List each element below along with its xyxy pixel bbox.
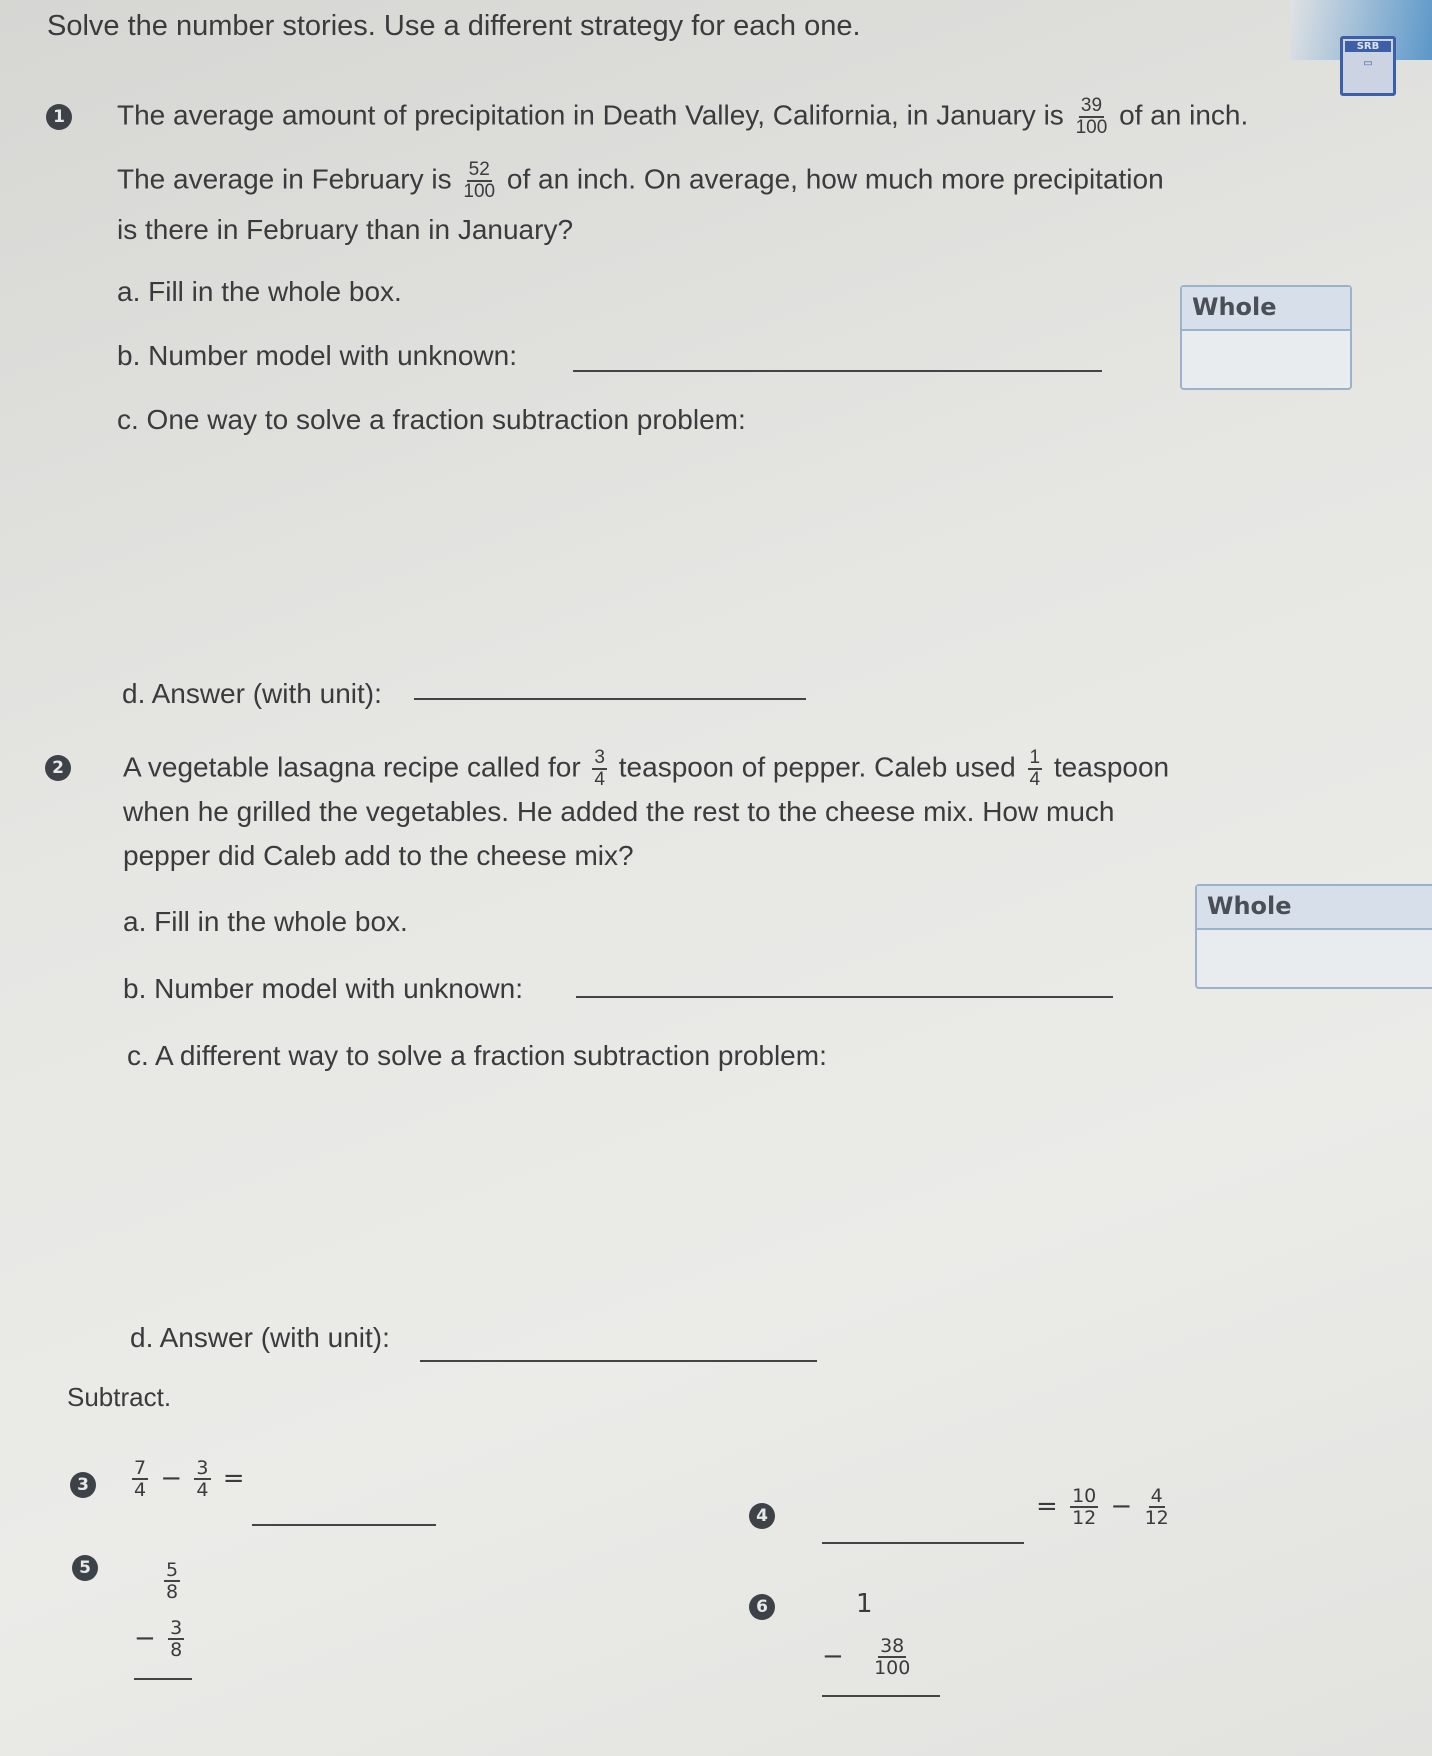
denominator: 12	[1144, 1507, 1169, 1529]
denominator: 12	[1072, 1507, 1097, 1529]
fraction-1-4	[1028, 748, 1043, 790]
problem-2-part-b: b. Number model with unknown:	[123, 973, 523, 1004]
problem-2-line-1	[123, 748, 1169, 790]
problem-1-number: 1	[46, 104, 72, 130]
problem-3-expression	[128, 1458, 245, 1500]
denominator: 100	[1075, 117, 1108, 138]
problem-6-answer-line[interactable]	[822, 1695, 940, 1697]
fraction-a	[1070, 1486, 1098, 1528]
minus-sign: −	[1110, 1491, 1133, 1522]
whole-label: Whole	[1182, 287, 1350, 331]
numerator: 10	[1072, 1485, 1097, 1507]
numerator: 52	[468, 159, 490, 180]
problem-4-answer-line[interactable]	[822, 1542, 1024, 1544]
problem-2-part-d: d. Answer (with unit):	[130, 1322, 390, 1353]
problem-1-line-1	[117, 96, 1248, 138]
problem-4-expression	[1036, 1486, 1173, 1528]
problem-5-number: 5	[72, 1555, 98, 1581]
minus-sign: −	[822, 1641, 844, 1672]
denominator: 4	[1029, 769, 1041, 790]
problem-3-answer-line[interactable]	[252, 1524, 436, 1526]
denominator: 8	[166, 1581, 179, 1603]
text: The average amount of precipitation in Death Valley, California, in January is	[117, 99, 1064, 131]
numerator: 3	[196, 1457, 209, 1479]
problem-2-part-c: c. A different way to solve a fraction subtraction problem:	[127, 1040, 827, 1071]
numerator: 7	[134, 1457, 147, 1479]
problem-4-number: 4	[749, 1503, 775, 1529]
problem-1-whole-box[interactable]	[1180, 285, 1352, 390]
problem-2-number: 2	[45, 755, 71, 781]
text: teaspoon of pepper. Caleb used	[618, 751, 1016, 783]
denominator: 100	[874, 1657, 911, 1679]
problem-2-number-model-line[interactable]	[576, 996, 1113, 998]
equals-sign: =	[1036, 1491, 1058, 1522]
problem-2-answer-line[interactable]	[420, 1360, 817, 1362]
text: A vegetable lasagna recipe called for	[123, 751, 581, 783]
subtract-heading: Subtract.	[67, 1382, 172, 1412]
minus-sign: −	[134, 1623, 156, 1654]
fraction-top	[164, 1560, 180, 1602]
fraction-feb	[463, 160, 495, 202]
fraction-b	[1145, 1486, 1169, 1528]
problem-1-part-c: c. One way to solve a fraction subtraction problem:	[117, 404, 746, 435]
text: teaspoon	[1053, 751, 1170, 783]
instructions: Solve the number stories. Use a different strategy for each one.	[47, 10, 861, 42]
text: The average in February is	[117, 163, 452, 195]
whole-label: Whole	[1197, 886, 1432, 930]
problem-6-number: 6	[749, 1594, 775, 1620]
numerator: 3	[594, 747, 605, 768]
denominator: 4	[594, 769, 605, 790]
denominator: 4	[196, 1479, 209, 1501]
problem-1-line-2	[117, 160, 1164, 202]
problem-1-part-b: b. Number model with unknown:	[117, 340, 517, 371]
problem-6-bottom	[822, 1636, 914, 1678]
srb-label: SRB	[1345, 41, 1391, 52]
problem-2-whole-box[interactable]	[1195, 884, 1432, 989]
fraction-a	[132, 1458, 148, 1500]
problem-1-part-a: a. Fill in the whole box.	[117, 276, 402, 307]
denominator: 100	[463, 181, 496, 202]
problem-3-number: 3	[70, 1472, 96, 1498]
numerator: 39	[1080, 95, 1103, 116]
fraction-jan	[1076, 96, 1108, 138]
problem-5-top	[160, 1560, 184, 1602]
text: of an inch.	[1119, 99, 1249, 131]
fraction-3-4	[592, 748, 607, 790]
problem-1-part-d: d. Answer (with unit):	[122, 678, 382, 709]
denominator: 4	[134, 1479, 147, 1501]
fraction-bottom	[168, 1618, 184, 1660]
numerator: 1	[1029, 747, 1041, 768]
fraction-b	[194, 1458, 210, 1500]
denominator: 8	[170, 1639, 183, 1661]
problem-2-line-2: when he grilled the vegetables. He added the rest to the cheese mix. How much	[123, 796, 1115, 827]
numerator: 5	[166, 1559, 179, 1581]
text: of an inch. On average, how much more precipitation	[506, 163, 1164, 195]
problem-1-number-model-line[interactable]	[573, 370, 1102, 372]
numerator: 3	[170, 1617, 183, 1639]
problem-6-top: 1	[856, 1589, 873, 1619]
problem-5-answer-line[interactable]	[134, 1678, 192, 1680]
problem-2-line-3: pepper did Caleb add to the cheese mix?	[123, 840, 634, 871]
fraction-bottom	[874, 1636, 910, 1678]
equals-sign: =	[222, 1463, 245, 1494]
srb-reference-icon: SRB ▭	[1340, 36, 1396, 96]
problem-1-answer-line[interactable]	[414, 698, 806, 700]
numerator: 38	[880, 1635, 905, 1657]
minus-sign: −	[160, 1463, 183, 1494]
problem-2-part-a: a. Fill in the whole box.	[123, 906, 408, 937]
problem-5-bottom	[134, 1618, 188, 1660]
numerator: 4	[1150, 1485, 1163, 1507]
problem-1-line-3: is there in February than in January?	[117, 214, 574, 245]
